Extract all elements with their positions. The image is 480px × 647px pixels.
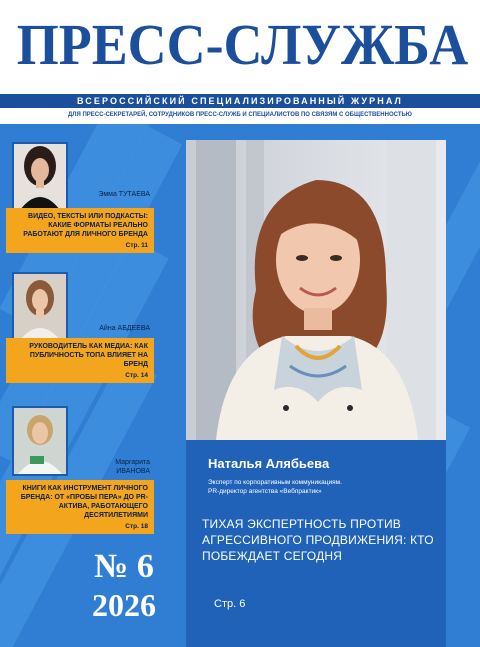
issue-number: № 6 [94, 548, 154, 585]
teaser-3-author-last: ИВАНОВА [116, 468, 150, 475]
magazine-title: ПРЕСС-СЛУЖБА [16, 12, 469, 77]
teaser-1-author: Эмма ТУТАЕВА [98, 191, 150, 198]
feature-headline: ТИХАЯ ЭКСПЕРТНОСТЬ ПРОТИВ АГРЕССИВНОГО ПРОДВИЖЕНИЯ: КТО ПОБЕЖДАЕТ СЕГОДНЯ [202, 517, 434, 563]
feature-role-line-1: Эксперт по корпоративным коммуникациям. [208, 479, 342, 486]
issue-info [62, 548, 186, 624]
feature-page: Стр. 6 [214, 598, 246, 610]
teaser-1-box [6, 208, 154, 253]
feature-role-line-2: PR-директор агентства «Вебпрактик» [208, 488, 322, 495]
teaser-2-box [6, 338, 154, 383]
teaser-2-photo [12, 272, 68, 342]
teaser-3-box [6, 480, 154, 534]
magazine-subtitle: ВСЕРОССИЙСКИЙ СПЕЦИАЛИЗИРОВАННЫЙ ЖУРНАЛ [0, 94, 480, 108]
teaser-2-author: Айна АБДЕЕВА [99, 325, 150, 332]
feature-person-role [208, 478, 434, 496]
teaser-3-author-first: Маргарита [115, 459, 150, 466]
feature-person-name: Наталья Алябьева [208, 456, 330, 471]
teaser-3-photo [12, 406, 68, 476]
teaser-1-page: Стр. 11 [125, 242, 148, 249]
feature-photo[interactable] [186, 140, 446, 440]
masthead [0, 0, 480, 124]
teaser-3-author [70, 458, 150, 476]
teaser-3-page: Стр. 18 [125, 523, 148, 530]
teaser-1-photo [12, 142, 68, 212]
magazine-tagline: ДЛЯ ПРЕСС-СЕКРЕТАРЕЙ, СОТРУДНИКОВ ПРЕСС-СЛУЖБ И СПЕЦИАЛИСТОВ ПО СВЯЗЯМ С ОБЩЕСТВЕННОСТЬЮ [68, 112, 412, 118]
feature-panel[interactable] [186, 440, 446, 647]
teaser-2-page: Стр. 14 [125, 372, 148, 379]
teaser-3[interactable] [0, 404, 160, 536]
teaser-1[interactable] [0, 140, 160, 266]
teaser-1-headline: ВИДЕО, ТЕКСТЫ ИЛИ ПОДКАСТЫ: КАКИЕ ФОРМАТЫ РЕАЛЬНО РАБОТАЮТ ДЛЯ ЛИЧНОГО БРЕНДА [23, 213, 148, 238]
issue-year: 2026 [92, 587, 156, 623]
teaser-2-headline: РУКОВОДИТЕЛЬ КАК МЕДИА: КАК ПУБЛИЧНОСТЬ ТОПА ВЛИЯЕТ НА БРЕНД [29, 343, 148, 368]
teaser-2[interactable] [0, 270, 160, 396]
teaser-3-headline: КНИГИ КАК ИНСТРУМЕНТ ЛИЧНОГО БРЕНДА: ОТ «ПРОБЫ ПЕРА» ДО PR-АКТИВА, РАБОТАЮЩЕГО ДЕСЯТИЛЕТИЯМИ [20, 485, 148, 519]
